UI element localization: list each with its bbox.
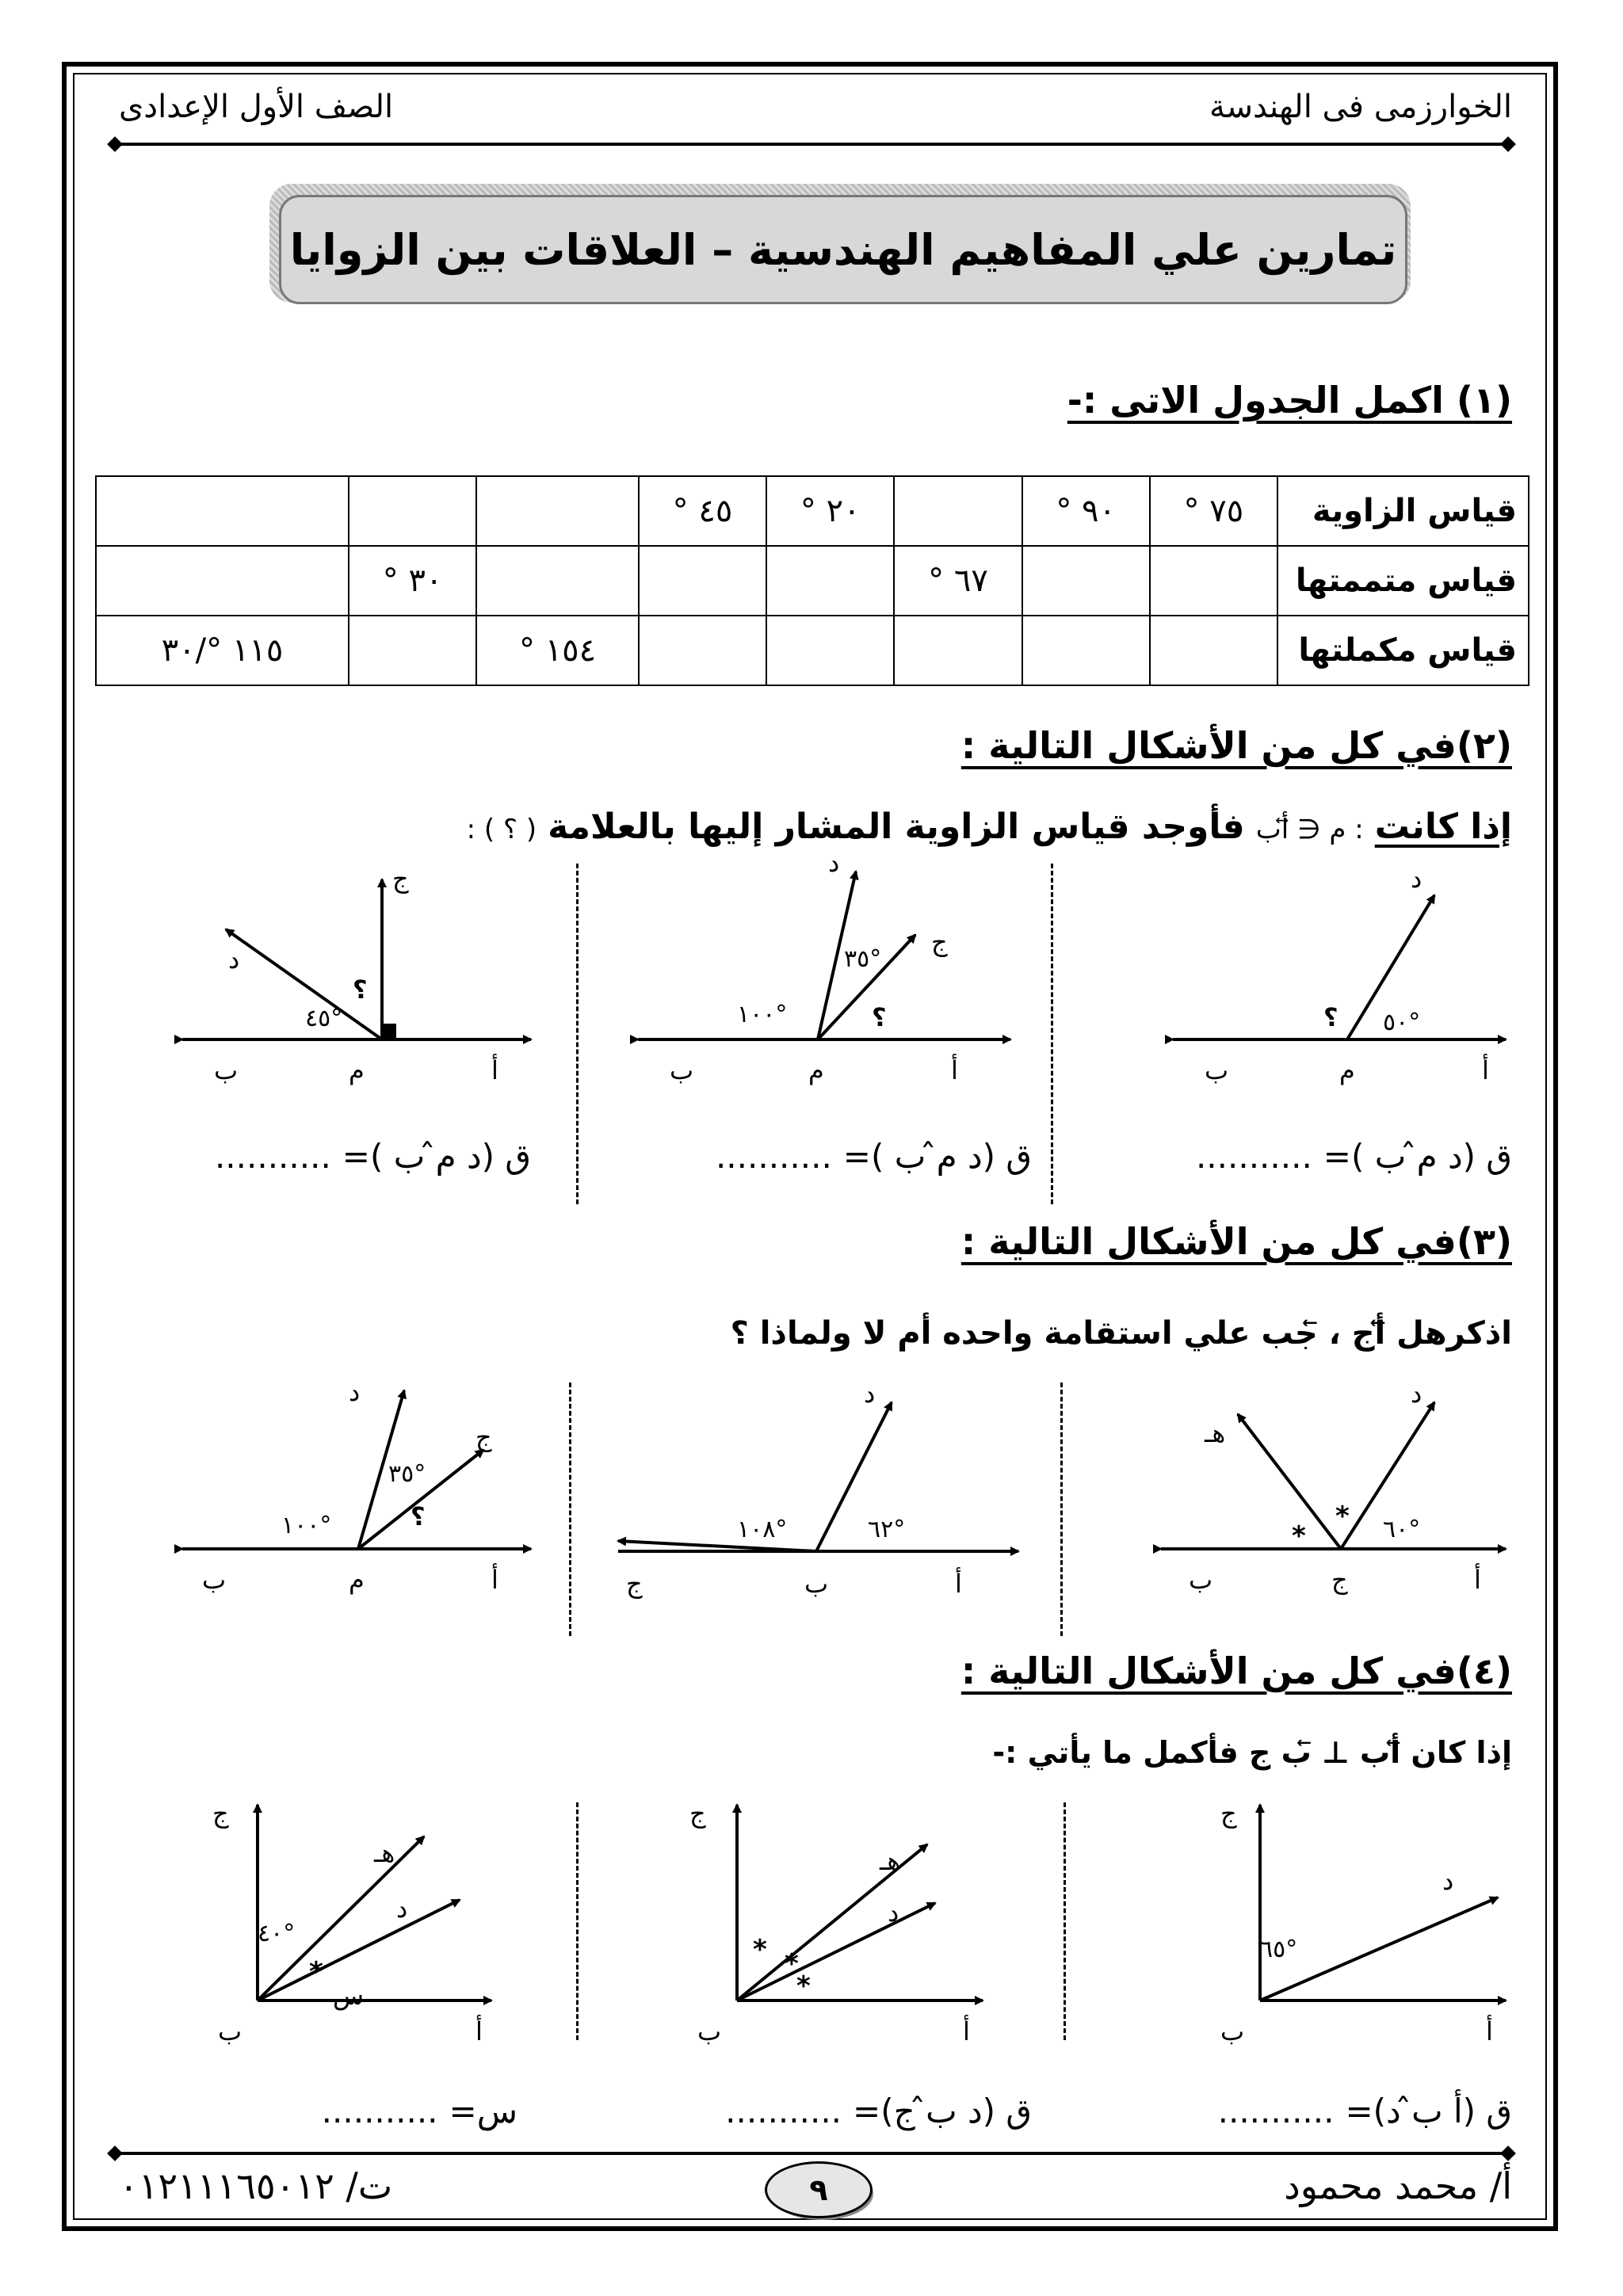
table-cell[interactable] [1150, 546, 1277, 616]
label-a: أ [1482, 1055, 1489, 1085]
label-b: ب [218, 2016, 242, 2046]
label-a: أ [491, 1565, 498, 1595]
table-cell[interactable] [894, 616, 1022, 685]
label-d: د [1442, 1866, 1454, 1896]
q4-figures [79, 1783, 1553, 2052]
label-b: ب [697, 2016, 722, 2046]
label-j: ج [1220, 1798, 1237, 1829]
right-angle-mark [382, 1024, 396, 1039]
q3-prompt: اذكرهل ⃖أج ، ⃖جب علي استقامة واحده أم لا ولماذا ؟ [730, 1315, 1512, 1352]
q4-figure-3 [212, 1798, 491, 2046]
table-cell[interactable] [349, 616, 476, 685]
label-a: أ [1486, 2016, 1493, 2046]
table-cell[interactable]: ١٥٤ ° [476, 616, 639, 685]
answer-blank[interactable]: ........... [214, 1137, 331, 1176]
label-m: م [349, 1055, 365, 1085]
q4-prompt: إذا كان ⃖أب ⊥ ⃖ب ج فأكمل ما يأتي :- [992, 1735, 1512, 1770]
q3-figures [79, 1379, 1553, 1648]
table-cell[interactable] [1150, 616, 1277, 685]
table-cell[interactable]: ٩٠ ° [1022, 476, 1150, 546]
label-d: د [1411, 1379, 1423, 1409]
label-b: ب [1220, 2016, 1245, 2046]
table-row [96, 546, 1529, 616]
q2-condition-math: : م ∈ ⃖⃗أب [1255, 814, 1364, 845]
answer-label: ق (أ ب̂ د)= [1345, 2092, 1512, 2130]
q2-answer-2 [716, 1137, 1032, 1176]
q4-figure-1 [1220, 1798, 1506, 2046]
q4-answer-3 [322, 2092, 517, 2130]
angle-label: ٦٠° [1383, 1516, 1421, 1543]
label-d: د [228, 944, 240, 974]
star-mark: * [1292, 1520, 1306, 1552]
label-j: ج [931, 927, 948, 957]
q4-answer-2 [725, 2092, 1032, 2130]
star-mark: * [785, 1948, 799, 1980]
q4-figure-2 [689, 1798, 983, 2046]
label-b: ب [1189, 1565, 1213, 1595]
label-j: ج [626, 1569, 643, 1599]
unknown-mark: ؟ [411, 1501, 426, 1531]
label-a: أ [1474, 1565, 1481, 1595]
label-a: أ [955, 1569, 962, 1599]
label-a: أ [491, 1055, 498, 1085]
label-j: ج [689, 1798, 706, 1829]
answer-blank[interactable]: ........... [1195, 1137, 1312, 1176]
answer-blank[interactable]: ........... [715, 1137, 832, 1176]
q2-answer-1 [1196, 1137, 1512, 1176]
table-cell[interactable] [894, 476, 1022, 546]
answer-label: ق (د م̂ ب )= [842, 1137, 1032, 1176]
table-cell[interactable] [96, 476, 349, 546]
angle1-label: ١٠٠° [281, 1512, 332, 1539]
label-d: د [828, 856, 840, 878]
label-b: ب [670, 1055, 694, 1085]
label-h: هـ [880, 1846, 901, 1876]
table-cell[interactable] [766, 546, 894, 616]
unknown-mark: ؟ [872, 1002, 887, 1032]
table-cell[interactable]: ٣٠ ° [349, 546, 476, 616]
label-d: د [1411, 864, 1423, 894]
label-m: م [349, 1565, 365, 1595]
book-title: الخوارزمى فى الهندسة [1209, 89, 1512, 125]
q4-answer-1 [1218, 2092, 1512, 2130]
page-title: تمارين علي المفاهيم الهندسية – العلاقات بين الزوايا [289, 224, 1397, 275]
label-b: ب [214, 1055, 239, 1085]
answer-label: ق (د م̂ ب )= [342, 1137, 531, 1176]
answer-blank[interactable]: ........... [321, 2092, 438, 2130]
label-d: د [864, 1379, 876, 1409]
table-cell[interactable] [349, 476, 476, 546]
row-label: قياس مكملتها [1277, 616, 1529, 685]
title-box [279, 195, 1407, 304]
angle1-label: ٦٢° [868, 1516, 906, 1543]
q3-figure-2 [618, 1379, 1018, 1599]
table-cell[interactable] [1022, 546, 1150, 616]
label-b: ب [1205, 1055, 1229, 1085]
label-j: ج [475, 1422, 492, 1452]
q2-condition-prefix: إذا كانت [1374, 807, 1512, 847]
ray-jh [1238, 1414, 1341, 1549]
angle1-label: ١٠٠° [737, 1001, 788, 1028]
label-j: ج [212, 1798, 229, 1829]
angle-label: ٥٠° [1383, 1009, 1421, 1036]
row-label: قياس متممتها [1277, 546, 1529, 616]
table-cell[interactable] [1022, 616, 1150, 685]
angle-label: ٤٥° [305, 1005, 343, 1032]
label-a: أ [951, 1055, 958, 1085]
star-mark: * [753, 1934, 767, 1966]
label-j: ج [392, 864, 409, 894]
label-x: س [333, 1981, 365, 2011]
table-cell[interactable] [639, 546, 766, 616]
table-cell[interactable] [639, 616, 766, 685]
angle2-label: ٣٥° [388, 1460, 426, 1488]
q3-figure-3 [182, 1379, 531, 1595]
q2-condition-suffix: فأوجد قياس الزاوية المشار إليها بالعلامة [548, 807, 1245, 847]
label-d: د [888, 1897, 899, 1928]
answer-label: ق (د م̂ ب )= [1323, 1137, 1512, 1176]
angle-label: ٦٥° [1260, 1936, 1298, 1963]
table-cell[interactable] [96, 546, 349, 616]
table-row [96, 476, 1529, 546]
table-cell[interactable] [766, 616, 894, 685]
header-rule [117, 143, 1506, 146]
q2-prompt [467, 807, 1512, 847]
label-m: م [808, 1055, 824, 1085]
answer-blank[interactable]: ........... [1217, 2092, 1335, 2130]
footer-phone: ت/ ٠١٢١١١٦٥٠١٢ [119, 2164, 393, 2207]
table-cell[interactable]: ٤٥ ° [639, 476, 766, 546]
unknown-mark: ؟ [353, 974, 368, 1005]
star-mark: * [796, 1970, 811, 2002]
label-d: د [349, 1379, 361, 1407]
table-row [96, 616, 1529, 685]
q2-figure-2 [638, 856, 1010, 1085]
table-cell[interactable]: ٦٧ ° [894, 546, 1022, 616]
footer-rule [117, 2152, 1506, 2155]
label-b: ب [202, 1565, 227, 1595]
label-b: ب [804, 1569, 829, 1599]
q3-heading: (٣)في كل من الأشكال التالية : [960, 1220, 1512, 1263]
table-cell[interactable]: ١١٥ °/٣٠ [96, 616, 349, 685]
q2-heading: (٢)في كل من الأشكال التالية : [960, 724, 1512, 767]
label-h: هـ [374, 1838, 395, 1868]
answer-label: ق (د ب̂ ج)= [853, 2092, 1032, 2130]
grade-label: الصف الأول الإعدادى [119, 89, 394, 125]
table-cell[interactable]: ٢٠ ° [766, 476, 894, 546]
q4-heading: (٤)في كل من الأشكال التالية : [960, 1650, 1512, 1692]
star-mark: * [1335, 1501, 1350, 1532]
q2-figure-1 [1173, 864, 1506, 1085]
answer-label: س= [449, 2092, 517, 2130]
angle2-label: ٣٥° [844, 945, 882, 973]
q1-table [95, 475, 1529, 686]
q2-answer-3 [215, 1137, 531, 1176]
label-j: ج [1331, 1565, 1348, 1595]
row-label: قياس الزاوية [1277, 476, 1529, 546]
angle-label: ٤٠° [258, 1920, 296, 1947]
label-m: م [1339, 1055, 1355, 1085]
q3-figure-1 [1161, 1379, 1506, 1595]
label-h: هـ [1205, 1418, 1226, 1448]
table-cell[interactable] [476, 476, 639, 546]
label-d: د [396, 1894, 408, 1924]
q2-condition-mark: ( ؟ ) : [466, 814, 537, 845]
answer-blank[interactable]: ........... [725, 2092, 842, 2130]
q2-figure-3 [182, 864, 531, 1085]
angle2-label: ١٠٨° [737, 1516, 788, 1543]
star-mark: * [309, 1956, 323, 1988]
label-a: أ [475, 2016, 483, 2046]
table-cell[interactable] [476, 546, 639, 616]
q1-heading: (١) اكمل الجدول الاتى :- [1067, 379, 1512, 421]
label-a: أ [963, 2016, 970, 2046]
footer-author: أ/ محمد محمود [1284, 2164, 1512, 2207]
unknown-mark: ؟ [1323, 1002, 1338, 1032]
page-number: ٩ [765, 2161, 873, 2218]
table-cell[interactable]: ٧٥ ° [1150, 476, 1277, 546]
